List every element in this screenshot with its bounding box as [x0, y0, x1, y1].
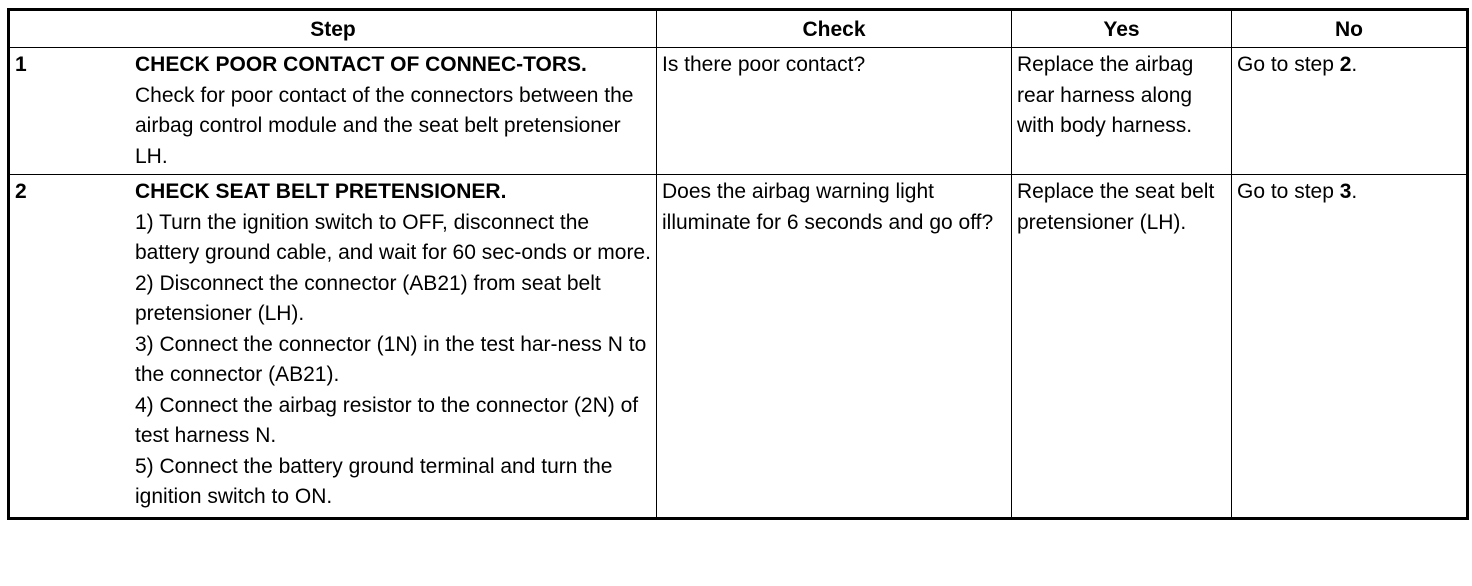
- no-text: Go to step: [1237, 180, 1340, 203]
- step-instruction: 5) Connect the battery ground terminal and turn the ignition switch to ON.: [135, 454, 613, 508]
- step-instruction: 3) Connect the connector (1N) in the test har-ness N to the connector (AB21).: [135, 332, 647, 386]
- table-row: [9, 48, 1468, 175]
- troubleshooting-table: [7, 8, 1469, 520]
- step-number: 2: [15, 180, 27, 203]
- header-step: Step: [9, 10, 657, 48]
- step-link: 3: [1339, 180, 1352, 203]
- no-cell: [1232, 175, 1468, 519]
- no-suffix: .: [1351, 53, 1358, 76]
- no-suffix: .: [1351, 180, 1358, 203]
- no-text: Go to step: [1237, 53, 1340, 76]
- step-cell: [9, 48, 657, 175]
- header-no: No: [1232, 10, 1468, 48]
- no-cell: [1232, 48, 1468, 175]
- step-instruction: 1) Turn the ignition switch to OFF, disconnect the battery ground cable, and wait for 60 sec-onds or more.: [135, 210, 651, 264]
- yes-cell: Replace the seat belt pretensioner (LH).: [1012, 175, 1232, 519]
- header-yes: Yes: [1012, 10, 1232, 48]
- yes-cell: Replace the airbag rear harness along with body harness.: [1012, 48, 1232, 175]
- step-link: 2: [1339, 53, 1352, 76]
- step-title: CHECK SEAT BELT PRETENSIONER.: [135, 180, 507, 203]
- header-row: [9, 10, 1468, 48]
- step-cell: [9, 175, 657, 519]
- step-instruction: 2) Disconnect the connector (AB21) from seat belt pretensioner (LH).: [135, 271, 601, 325]
- table-row: [9, 175, 1468, 519]
- step-instruction: Check for poor contact of the connectors between the airbag control module and the seat belt pretensioner LH.: [135, 83, 634, 168]
- check-cell: Does the airbag warning light illuminate for 6 seconds and go off?: [657, 175, 1012, 519]
- step-title: CHECK POOR CONTACT OF CONNEC-TORS.: [135, 53, 587, 76]
- header-check: Check: [657, 10, 1012, 48]
- step-instruction: 4) Connect the airbag resistor to the connector (2N) of test harness N.: [135, 393, 639, 447]
- check-cell: Is there poor contact?: [657, 48, 1012, 175]
- step-number: 1: [15, 53, 27, 76]
